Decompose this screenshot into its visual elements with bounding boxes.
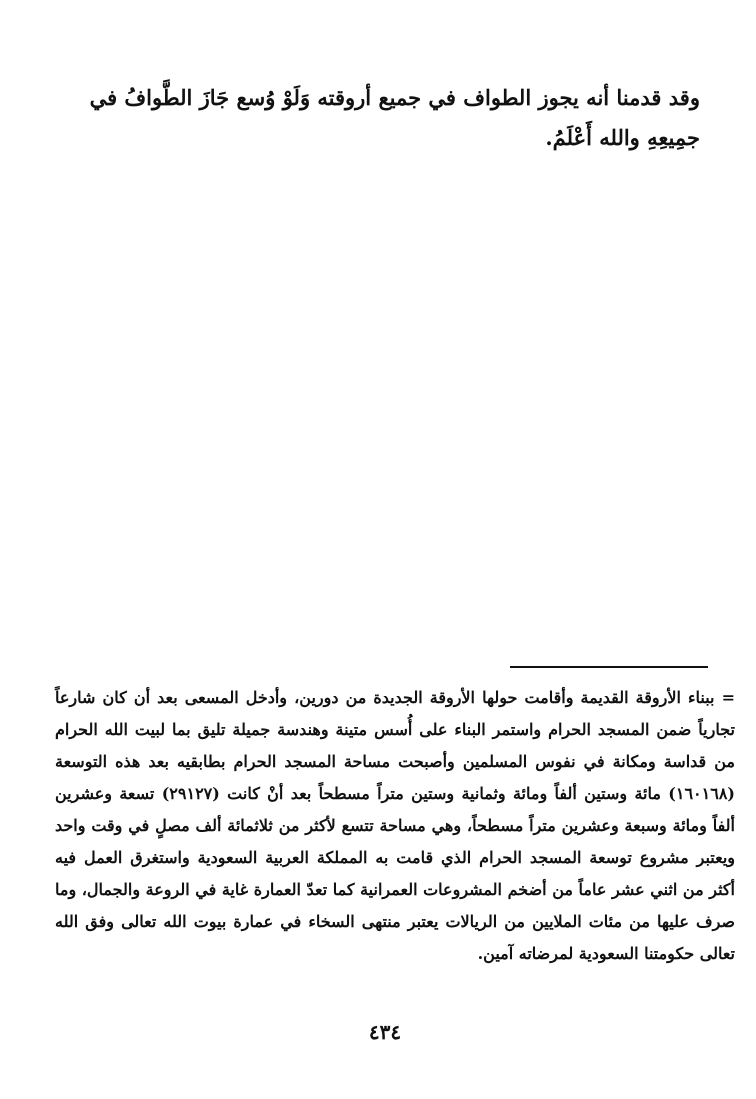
main-paragraph: وقد قدمنا أنه يجوز الطواف في جميع أروقته وَلَوْ وُسع جَازَ الطَّوافُ في جمِيعِهِ والله أَعْلَمُ. [89,85,700,150]
footnote-separator [510,666,708,668]
footnote-paragraph: = ببناء الأروقة القديمة وأقامت حولها الأروقة الجديدة من دورين، وأدخل المسعى بعد أن كان شارعاً تجارياً ضمن المسجد الحرام واستمر البناء على أُسس متينة وهندسة جميلة تليق بما لبيت الله الحرام من قداسة ومكانة في نفوس المسلمين وأصبحت مساحة المسجد الحرام بطابقيه بعد هذه التوسعة (١٦٠١٦٨) مائة وستين ألفاً ومائة وثمانية وستين متراً مسطحاً بعد أنْ كانت (٢٩١٢٧) تسعة وعشرين ألفاً ومائة وسبعة وعشرين متراً مسطحاً، وهي مساحة تتسع لأكثر من ثلاثمائة ألف مصلٍ في وقت واحد ويعتبر مشروع توسعة المسجد الحرام الذي قامت به المملكة العربية السعودية واستغرق العمل فيه أكثر من اثني عشر عاماً من أضخم المشروعات العمرانية كما تعدّ العمارة غاية في الروعة والجمال، وما صرف عليها من مئات الملايين من الريالات يعتبر منتهى السخاء في عمارة بيوت الله تعالى وفق الله تعالى حكومتنا السعودية لمرضاته آمين. [55,688,735,963]
page-number: ٤٣٤ [368,1020,402,1044]
footnote-block [55,682,735,970]
main-text-block [70,78,700,158]
